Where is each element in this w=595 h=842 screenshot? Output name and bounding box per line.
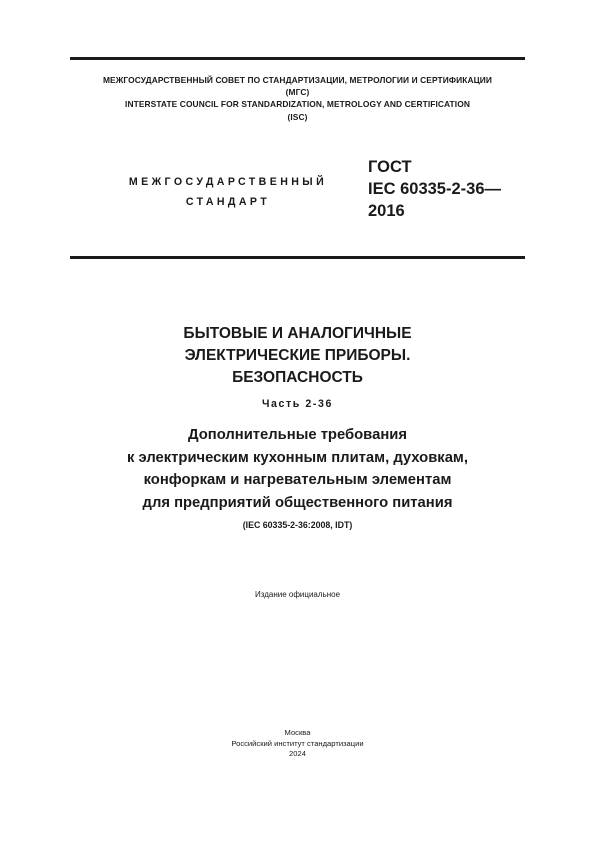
imprint xyxy=(60,728,535,760)
standard-kind-line2: СТАНДАРТ xyxy=(185,196,271,208)
subtitle-line3: конфоркам и нагревательным элементам xyxy=(143,472,452,488)
imprint-year: 2024 xyxy=(289,749,306,758)
imprint-city: Москва xyxy=(284,728,311,737)
council-abbr-ru: (МГС) xyxy=(285,87,310,98)
top-divider xyxy=(70,57,525,60)
imprint-publisher: Российский институт стандартизации xyxy=(231,738,364,748)
designation-line2: IEC 60335-2-36— xyxy=(368,180,501,198)
title-line3: БЕЗОПАСНОСТЬ xyxy=(232,369,363,386)
document-title xyxy=(60,323,535,389)
council-header xyxy=(70,74,525,123)
council-name-en: INTERSTATE COUNCIL FOR STANDARDIZATION, METROLOGY AND CERTIFICATION xyxy=(125,99,470,110)
edition-note: Издание официальное xyxy=(254,590,341,599)
iec-reference: (IEC 60335-2-36:2008, IDT) xyxy=(242,520,353,530)
council-abbr-en: (ISC) xyxy=(287,111,308,122)
subtitle-line1: Дополнительные требования xyxy=(188,427,407,443)
document-subtitle xyxy=(60,424,535,514)
standard-designation xyxy=(368,156,501,222)
subtitle-line2: к электрическим кухонным плитам, духовкам, xyxy=(127,449,468,466)
title-line2: ЭЛЕКТРИЧЕСКИЕ ПРИБОРЫ. xyxy=(184,347,411,364)
part-number: Часть 2-36 xyxy=(261,398,334,410)
designation-line3: 2016 xyxy=(368,202,405,220)
subtitle-line4: для предприятий общественного питания xyxy=(142,494,453,511)
middle-divider xyxy=(70,256,525,259)
designation-line1: ГОСТ xyxy=(368,158,412,176)
standard-kind-line1: МЕЖГОСУДАРСТВЕННЫЙ xyxy=(128,176,328,188)
title-line1: БЫТОВЫЕ И АНАЛОГИЧНЫЕ xyxy=(183,325,412,342)
standard-kind xyxy=(108,172,348,212)
council-name-ru: МЕЖГОСУДАРСТВЕННЫЙ СОВЕТ ПО СТАНДАРТИЗАЦИИ, МЕТРОЛОГИИ И СЕРТИФИКАЦИИ xyxy=(102,75,493,85)
